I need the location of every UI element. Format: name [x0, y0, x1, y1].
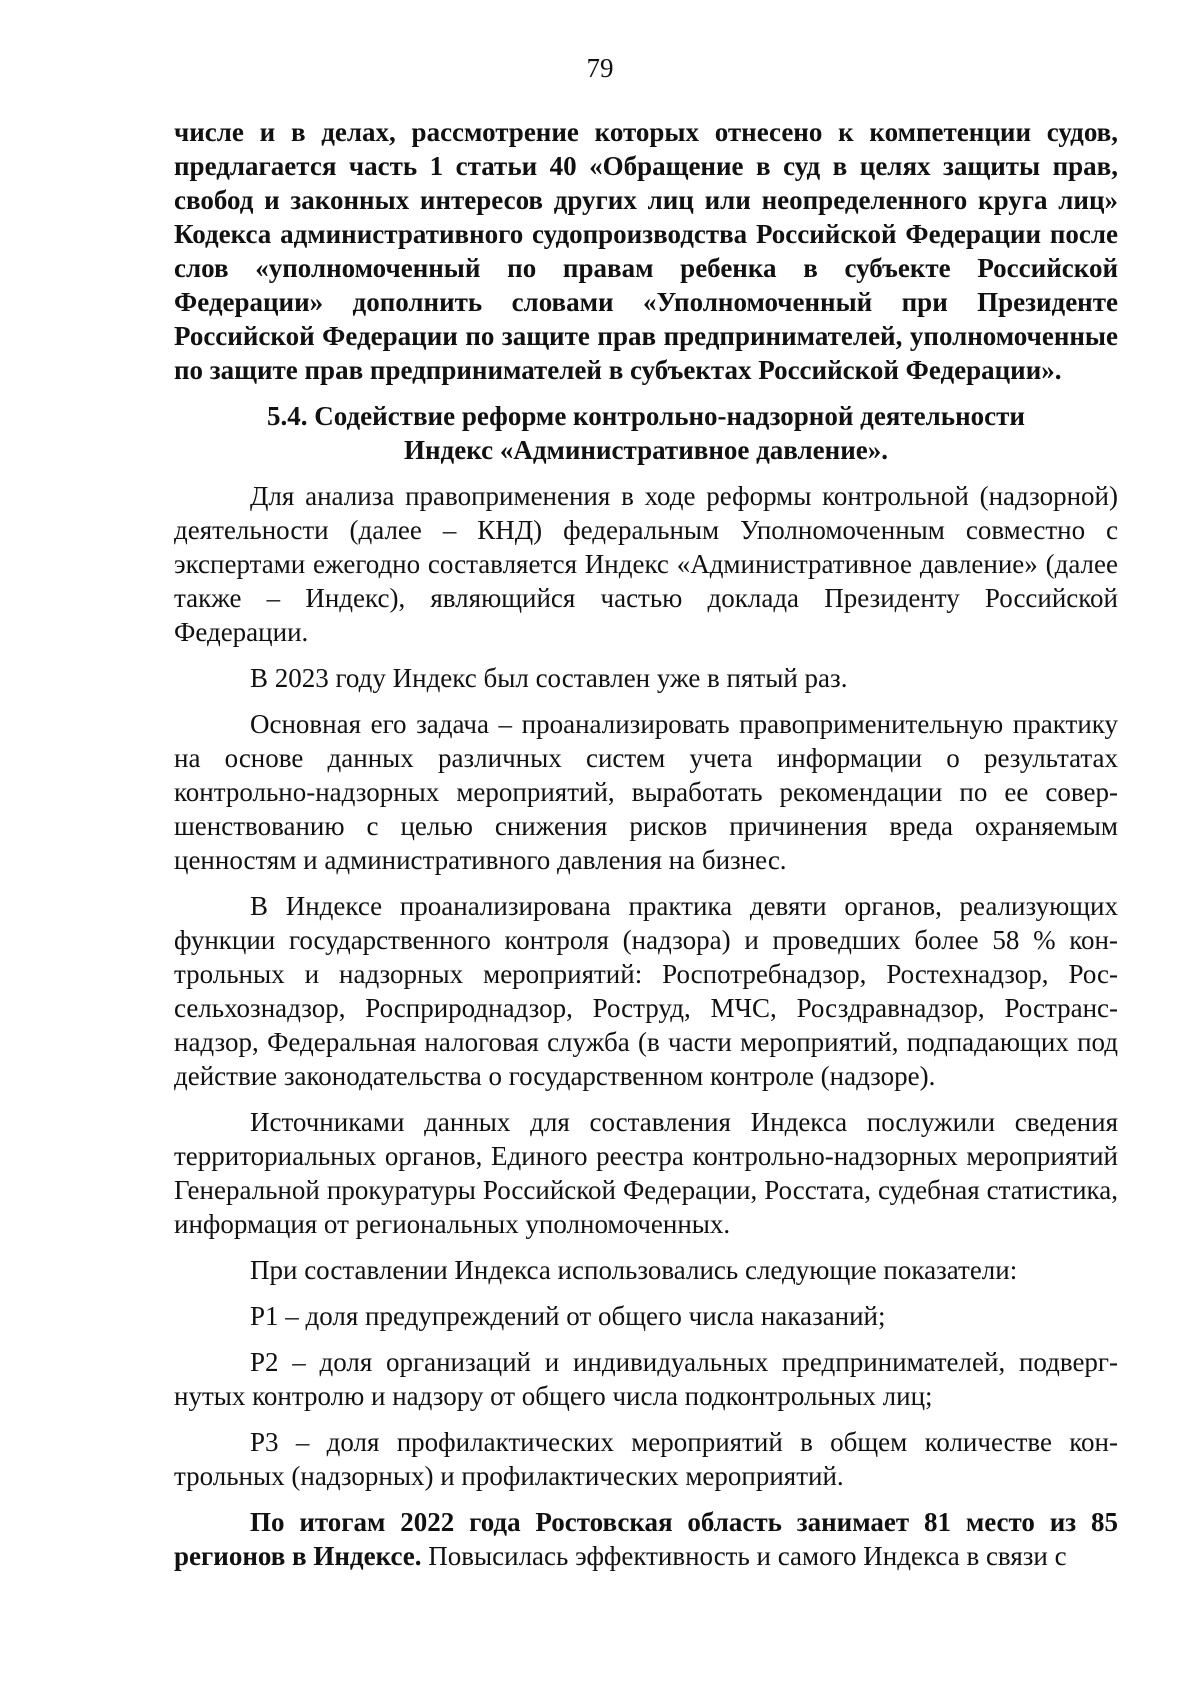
paragraph-rostov-ranking — [174, 1505, 1118, 1573]
section-heading-line-2: Индекс «Административное давление». — [404, 435, 888, 465]
indicator-p1: P1 – доля предупреждений от общего числа наказаний; — [250, 1301, 886, 1331]
indicator-p3: P3 – доля профилактических мероприятий в общем количестве контрольных (надзорных) и профилактических мероприятий. — [174, 1427, 1118, 1491]
section-heading — [174, 399, 1118, 467]
paragraph-main-task: Основная его задача – проанализировать правоприменительную практику на основе данных различных систем учета информации о результатах контрольно-надзорных мероприятий, выработать рекомендации по ее совершенствованию с целью снижения рисков причинения вреда охраняемым ценностям и административного давления на бизнес. — [174, 709, 1118, 875]
indicator-p2: P2 – доля организаций и индивидуальных предпринимателей, подвергнутых контролю и надзору от общего числа подконтрольных лиц; — [174, 1347, 1118, 1411]
paragraph-data-sources: Источниками данных для составления Индекса послужили сведения территориальных органов, Единого реестра контрольно-надзорных мероприятий Генеральной прокуратуры Российской Федерации, Росстата, судебная статистика, информация от региональных уполномоченных. — [174, 1107, 1118, 1239]
paragraph-bold-continuation: числе и в делах, рассмотрение которых отнесено к компетенции судов, предлагается часть 1 статьи 40 «Обращение в суд в целях защиты прав, свобод и законных интересов других лиц или неопределенного круга лиц» Кодекса административного судопроизводства Российской Федерации после слов «уполномоченный по правам ребенка в субъекте Российской Федерации» дополнить словами «Уполномоченный при Президенте Российской Федерации по защите прав предпринимателей, уполномоченные по защите прав предпринимателей в субъектах Российской Федерации». — [174, 117, 1118, 385]
document-body — [174, 115, 1118, 1585]
rostov-ranking-bold: По итогам 2022 года Ростовская область занимает 81 место из 85 регионов в Индексе. — [174, 1507, 1118, 1571]
paragraph-analyzed-bodies: В Индексе проанализирована практика девяти органов, реализующих функции государственного контроля (надзора) и проведших более 58 % контрольных и надзорных мероприятий: Роспотребнадзор, Ростехнадзор, Россельхознадзор, Росприроднадзор, Роструд, МЧС, Росздравнадзор, Ространснадзор, Федеральная налоговая служба (в части мероприятий, подпадающих под действие законодательства о государственном контроле (надзоре). — [174, 891, 1118, 1091]
page-number: 79 — [586, 53, 614, 83]
paragraph-fifth-time: В 2023 году Индекс был составлен уже в пятый раз. — [250, 663, 848, 693]
paragraph-index-intro: Для анализа правоприменения в ходе реформы контрольной (надзорной) деятельности (далее – КНД) федеральным Уполномоченным совместно с экспертами ежегодно составляется Индекс «Административное давление» (далее также – Индекс), являющийся частью доклада Президенту Российской Федерации. — [174, 481, 1118, 647]
paragraph-indicators-intro: При составлении Индекса использовались следующие показатели: — [250, 1255, 1018, 1285]
section-heading-line-1: 5.4. Содействие реформе контрольно-надзорной деятельности — [267, 401, 1025, 431]
rostov-ranking-rest: Повысилась эффективность и самого Индекса в связи с — [421, 1541, 1067, 1571]
